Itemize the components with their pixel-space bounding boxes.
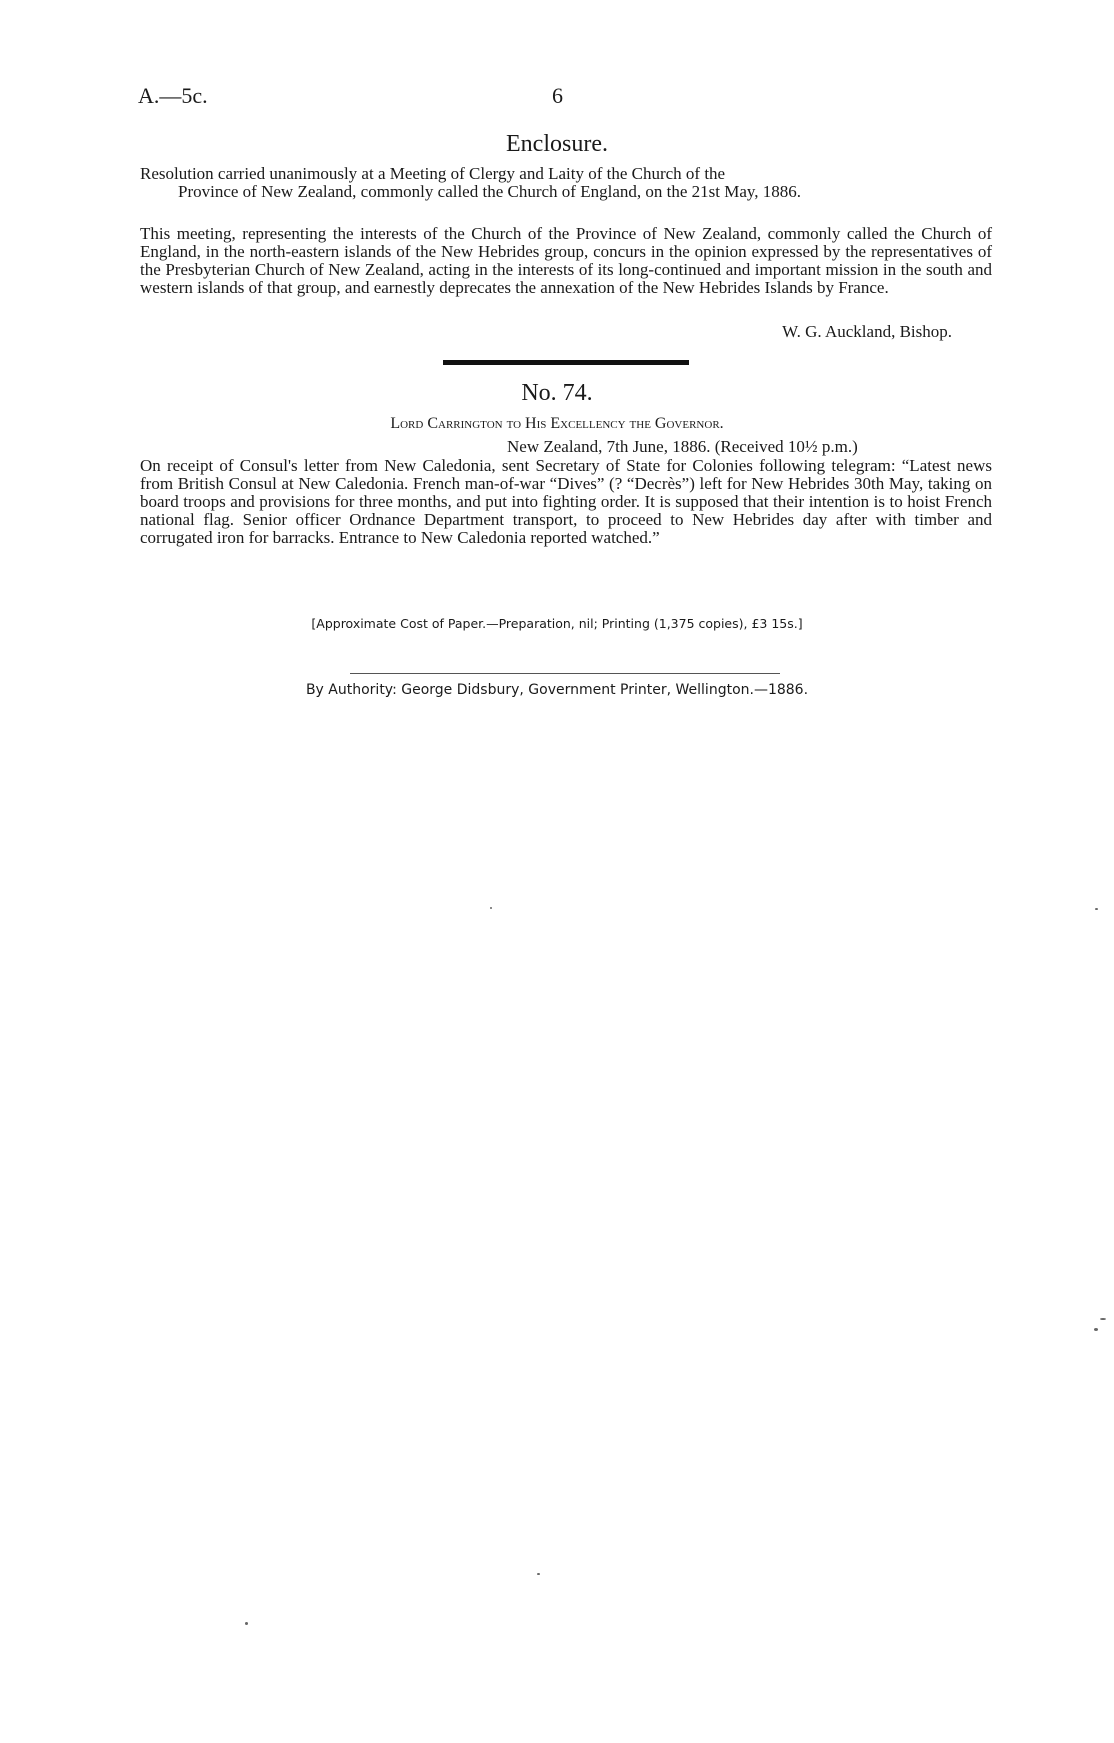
telegram-body: On receipt of Consul's letter from New Caledonia, sent Secretary of State for Colonies following telegram: “Latest news from British Consul at New Caledonia. French man-of-war “Dives” (? “Decrès”) left for New Hebrides 30th May, taking on board troops and provisions for three months, and put into fighting order. It is supposed that their intention is to hoist French national flag. Senior officer Ordnance Department transport, to proceed to New Hebrides day after with timber and corrugated iron for barracks. Entrance to New Caledonia reported watched.”	[140, 456, 992, 547]
resolution-heading	[140, 165, 992, 201]
footer-divider	[350, 673, 780, 674]
signature: W. G. Auckland, Bishop.	[782, 322, 952, 341]
document-code: A.—5c.	[138, 83, 208, 108]
scan-speck	[1095, 908, 1098, 910]
scan-speck	[1094, 1328, 1098, 1331]
resolution-line-rest: Province of New Zealand, commonly called the Church of England, on the 21st May, 1886.	[178, 182, 802, 201]
cost-note: [Approximate Cost of Paper.—Preparation, nil; Printing (1,375 copies), £3 15s.]	[311, 616, 803, 631]
resolution-line-1: Resolution carried unanimously at a Meeting of Clergy and Laity of the Church of the	[140, 164, 726, 183]
scan-speck	[245, 1622, 248, 1625]
section-title: No. 74.	[521, 380, 593, 406]
page-number: 6	[552, 83, 563, 108]
scan-speck	[490, 907, 492, 909]
enclosure-body: This meeting, representing the interests of the Church of the Province of New Zealand, commonly called the Church of England, in the north-eastern islands of the New Hebrides group, concurs in the opinion expressed by the representatives of the Presbyterian Church of New Zealand, acting in the interests of its long-continued and important mission in the south and western islands of that group, and earnestly deprecates the annexation of the New Hebrides Islands by France.	[140, 224, 992, 297]
scan-speck	[537, 1573, 540, 1575]
enclosure-title: Enclosure.	[506, 131, 608, 157]
dateline: New Zealand, 7th June, 1886. (Received 10½ p.m.)	[507, 437, 858, 456]
scan-speck	[1100, 1318, 1106, 1320]
printer-imprint: By Authority: George Didsbury, Government Printer, Wellington.—1886.	[305, 682, 809, 698]
section-divider	[443, 360, 689, 365]
sender-recipient: Lord Carrington to His Excellency the Governor.	[390, 415, 724, 432]
